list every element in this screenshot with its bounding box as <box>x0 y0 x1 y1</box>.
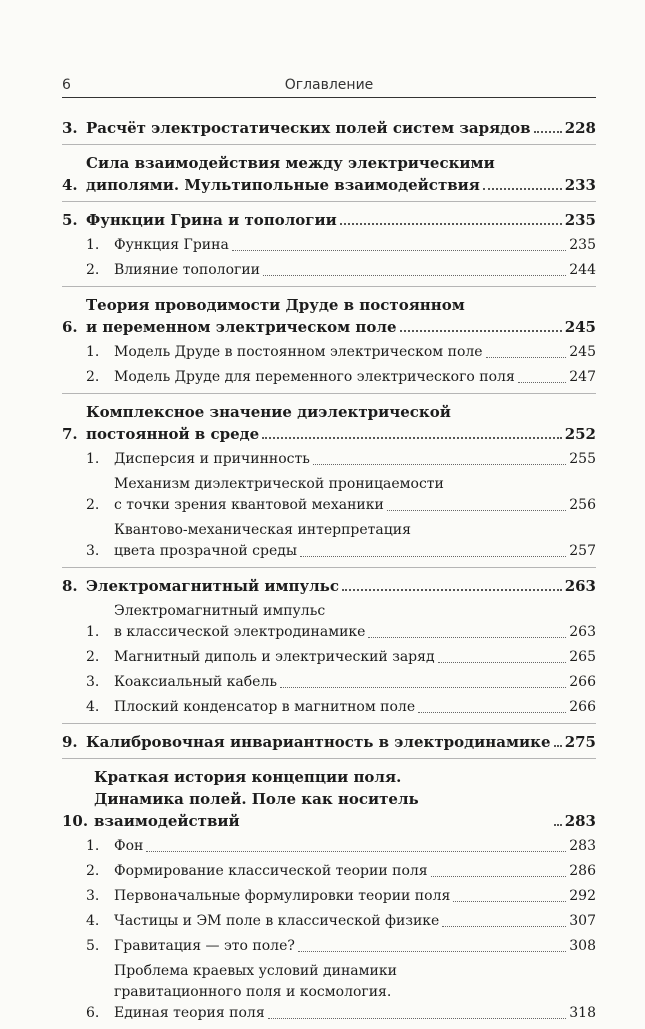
title-line: Проблема краевых условий динамики <box>114 963 397 979</box>
section-number: 4. <box>86 913 100 929</box>
title-line: в классической электродинамике <box>114 624 366 640</box>
title-line: Расчёт электростатических полей систем зарядов <box>86 119 531 137</box>
title-last-line <box>86 575 596 597</box>
title-last-line <box>86 174 596 196</box>
chapter-number: 4. <box>62 176 78 194</box>
section-number: 4. <box>86 699 100 715</box>
page-number-ref: 235 <box>569 237 596 253</box>
section-number: 1. <box>86 624 100 640</box>
title-line: гравитационного поля и космология. <box>114 984 392 1000</box>
title-last-line <box>114 911 596 932</box>
chapter-number: 5. <box>62 211 78 229</box>
chapter-number: 6. <box>62 318 78 336</box>
title-last-line <box>114 672 596 693</box>
title-line: Формирование классической теории поля <box>114 863 428 879</box>
dot-leader <box>534 131 562 133</box>
page-number-ref: 286 <box>569 863 596 879</box>
section-number: 2. <box>86 649 100 665</box>
table-of-contents <box>62 112 596 1029</box>
dot-leader <box>518 382 566 383</box>
page-number-ref: 266 <box>569 674 596 690</box>
chapter-entry[interactable] <box>62 575 596 597</box>
title-last-line <box>114 541 596 562</box>
chapter-block <box>62 394 596 568</box>
title-line: Механизм диэлектрической проницаемости <box>114 476 444 492</box>
title-line: Гравитация — это поле? <box>114 938 295 954</box>
title-line: Плоский конденсатор в магнитном поле <box>114 699 416 715</box>
section-entry[interactable] <box>86 836 596 857</box>
section-number: 2. <box>86 863 100 879</box>
chapter-block <box>62 287 596 394</box>
title-line: Модель Друде в постоянном электрическом поле <box>114 344 483 360</box>
section-list <box>86 836 596 1024</box>
dot-leader <box>268 1018 567 1019</box>
title-last-line <box>94 788 596 832</box>
section-entry[interactable] <box>86 911 596 932</box>
section-title <box>114 601 596 643</box>
section-entry[interactable] <box>86 647 596 668</box>
chapter-entry[interactable] <box>62 766 596 832</box>
section-list <box>86 342 596 388</box>
dot-leader <box>342 589 562 591</box>
chapter-title <box>86 209 596 231</box>
section-number: 2. <box>86 262 100 278</box>
title-line: Краткая история концепции поля. <box>94 768 402 786</box>
chapter-entry[interactable] <box>62 731 596 753</box>
title-last-line <box>114 622 596 643</box>
chapter-title <box>86 575 596 597</box>
dot-leader <box>280 687 566 688</box>
dot-leader <box>368 637 566 638</box>
chapter-title <box>86 401 596 445</box>
page-number-ref: 263 <box>569 624 596 640</box>
section-entry[interactable] <box>86 342 596 363</box>
page-number-ref: 318 <box>569 1005 596 1021</box>
title-line: Теория проводимости Друде в постоянном <box>86 296 465 314</box>
title-line: с точки зрения квантовой механики <box>114 497 384 513</box>
chapter-block <box>62 759 596 1029</box>
page-header <box>62 75 596 98</box>
section-entry[interactable] <box>86 936 596 957</box>
title-line: Квантово-механическая интерпретация <box>114 522 411 538</box>
section-title <box>114 235 596 256</box>
chapter-title <box>86 294 596 338</box>
section-number: 2. <box>86 497 100 513</box>
title-last-line <box>114 260 596 281</box>
title-line: Электромагнитный импульс <box>114 603 326 619</box>
dot-leader <box>262 437 562 439</box>
page-number-ref: 257 <box>569 543 596 559</box>
dot-leader <box>438 662 567 663</box>
dot-leader <box>431 876 567 877</box>
section-entry[interactable] <box>86 235 596 256</box>
page-number-ref: 245 <box>564 318 596 336</box>
title-last-line <box>114 495 596 516</box>
chapter-entry[interactable] <box>62 294 596 338</box>
section-entry[interactable] <box>86 672 596 693</box>
section-entry[interactable] <box>86 520 596 562</box>
section-number: 1. <box>86 451 100 467</box>
dot-leader <box>263 275 566 276</box>
title-last-line <box>114 367 596 388</box>
page-number-ref: 308 <box>569 938 596 954</box>
section-number: 3. <box>86 543 100 559</box>
dot-leader <box>387 510 566 511</box>
page-number-ref: 283 <box>564 812 596 830</box>
title-last-line <box>114 342 596 363</box>
page-number-ref: 235 <box>564 211 596 229</box>
title-line: Комплексное значение диэлектрической <box>86 403 451 421</box>
dot-leader <box>146 851 566 852</box>
section-list <box>86 601 596 718</box>
page-number-ref: 233 <box>564 176 596 194</box>
section-title <box>114 911 596 932</box>
page-number-ref: 244 <box>569 262 596 278</box>
page-number-ref: 263 <box>564 577 596 595</box>
section-title <box>114 697 596 718</box>
dot-leader <box>483 188 562 190</box>
title-last-line <box>114 861 596 882</box>
chapter-block <box>62 724 596 759</box>
title-line: Единая теория поля <box>114 1005 265 1021</box>
section-list <box>86 235 596 281</box>
title-line: Магнитный диполь и электрический заряд <box>114 649 435 665</box>
page-number-ref: 307 <box>569 913 596 929</box>
section-title <box>114 474 596 516</box>
section-entry[interactable] <box>86 449 596 470</box>
page-number-ref: 292 <box>569 888 596 904</box>
section-entry[interactable] <box>86 367 596 388</box>
dot-leader <box>298 951 566 952</box>
chapter-number: 10. <box>62 812 89 830</box>
title-last-line <box>114 1003 596 1024</box>
section-title <box>114 520 596 562</box>
page-number-ref: 275 <box>564 733 596 751</box>
page-number-ref: 247 <box>569 369 596 385</box>
section-title <box>114 861 596 882</box>
title-line: Модель Друде для переменного электрического поля <box>114 369 515 385</box>
page-number-ref: 256 <box>569 497 596 513</box>
dot-leader <box>300 556 566 557</box>
page-number-ref: 228 <box>564 119 596 137</box>
title-line: Влияние топологии <box>114 262 260 278</box>
section-entry[interactable] <box>86 474 596 516</box>
chapter-title <box>86 731 596 753</box>
dot-leader <box>554 824 562 826</box>
title-last-line <box>86 209 596 231</box>
title-line: Дисперсия и причинность <box>114 451 310 467</box>
title-line: Сила взаимодействия между электрическими <box>86 154 495 172</box>
section-title <box>114 342 596 363</box>
chapter-number: 9. <box>62 733 78 751</box>
title-last-line <box>114 235 596 256</box>
chapter-block <box>62 145 596 202</box>
section-entry[interactable] <box>86 260 596 281</box>
section-number: 6. <box>86 1005 100 1021</box>
page-number-ref: 245 <box>569 344 596 360</box>
title-line: диполями. Мультипольные взаимодействия <box>86 176 480 194</box>
title-line: Фон <box>114 838 144 854</box>
chapter-title <box>94 766 596 832</box>
title-last-line <box>114 647 596 668</box>
section-number: 5. <box>86 938 100 954</box>
page-number: 6 <box>62 77 71 93</box>
title-line: постоянной в среде <box>86 425 260 443</box>
section-number: 1. <box>86 344 100 360</box>
chapter-number: 8. <box>62 577 78 595</box>
title-line: Частицы и ЭМ поле в классической физике <box>114 913 440 929</box>
dot-leader <box>486 357 567 358</box>
section-entry[interactable] <box>86 861 596 882</box>
dot-leader <box>313 464 566 465</box>
section-title <box>114 260 596 281</box>
section-entry[interactable] <box>86 601 596 643</box>
section-number: 2. <box>86 369 100 385</box>
title-last-line <box>86 731 596 753</box>
section-title <box>114 647 596 668</box>
section-title <box>114 449 596 470</box>
page-number-ref: 266 <box>569 699 596 715</box>
dot-leader <box>442 926 566 927</box>
page-number-ref: 252 <box>564 425 596 443</box>
title-line: Динамика полей. Поле как носитель взаимодействий <box>94 790 419 830</box>
title-line: Функция Грина <box>114 237 229 253</box>
section-title <box>114 367 596 388</box>
dot-leader <box>554 745 562 747</box>
title-last-line <box>114 836 596 857</box>
dot-leader <box>418 712 566 713</box>
section-number: 3. <box>86 888 100 904</box>
page-number-ref: 283 <box>569 838 596 854</box>
chapter-entry[interactable] <box>62 209 596 231</box>
dot-leader <box>340 223 562 225</box>
section-title <box>114 836 596 857</box>
title-line: Первоначальные формулировки теории поля <box>114 888 451 904</box>
section-title <box>114 886 596 907</box>
title-line: и переменном электрическом поле <box>86 318 397 336</box>
page-number-ref: 255 <box>569 451 596 467</box>
section-number: 3. <box>86 674 100 690</box>
chapter-entry[interactable] <box>62 401 596 445</box>
section-number: 1. <box>86 838 100 854</box>
section-entry[interactable] <box>86 886 596 907</box>
title-last-line <box>114 449 596 470</box>
title-line: Калибровочная инвариантность в электродинамике <box>86 733 551 751</box>
title-line: цвета прозрачной среды <box>114 543 298 559</box>
dot-leader <box>453 901 566 902</box>
chapter-title <box>86 152 596 196</box>
chapter-entry[interactable] <box>62 117 596 139</box>
title-last-line <box>86 423 596 445</box>
dot-leader <box>400 330 562 332</box>
chapter-block <box>62 112 596 145</box>
section-entry[interactable] <box>86 697 596 718</box>
section-entry[interactable] <box>86 961 596 1024</box>
chapter-block <box>62 568 596 724</box>
dot-leader <box>232 250 566 251</box>
title-line: Коаксиальный кабель <box>114 674 277 690</box>
chapter-entry[interactable] <box>62 152 596 196</box>
chapter-number: 7. <box>62 425 78 443</box>
title-last-line <box>114 886 596 907</box>
running-title: Оглавление <box>284 77 374 93</box>
title-last-line <box>114 936 596 957</box>
page-number-ref: 265 <box>569 649 596 665</box>
title-last-line <box>114 697 596 718</box>
section-number: 1. <box>86 237 100 253</box>
section-title <box>114 961 596 1024</box>
chapter-title <box>86 117 596 139</box>
section-title <box>114 672 596 693</box>
title-last-line <box>86 316 596 338</box>
title-line: Электромагнитный импульс <box>86 577 340 595</box>
chapter-block <box>62 202 596 287</box>
section-title <box>114 936 596 957</box>
section-list <box>86 449 596 562</box>
title-line: Функции Грина и топологии <box>86 211 337 229</box>
chapter-number: 3. <box>62 119 78 137</box>
title-last-line <box>86 117 596 139</box>
